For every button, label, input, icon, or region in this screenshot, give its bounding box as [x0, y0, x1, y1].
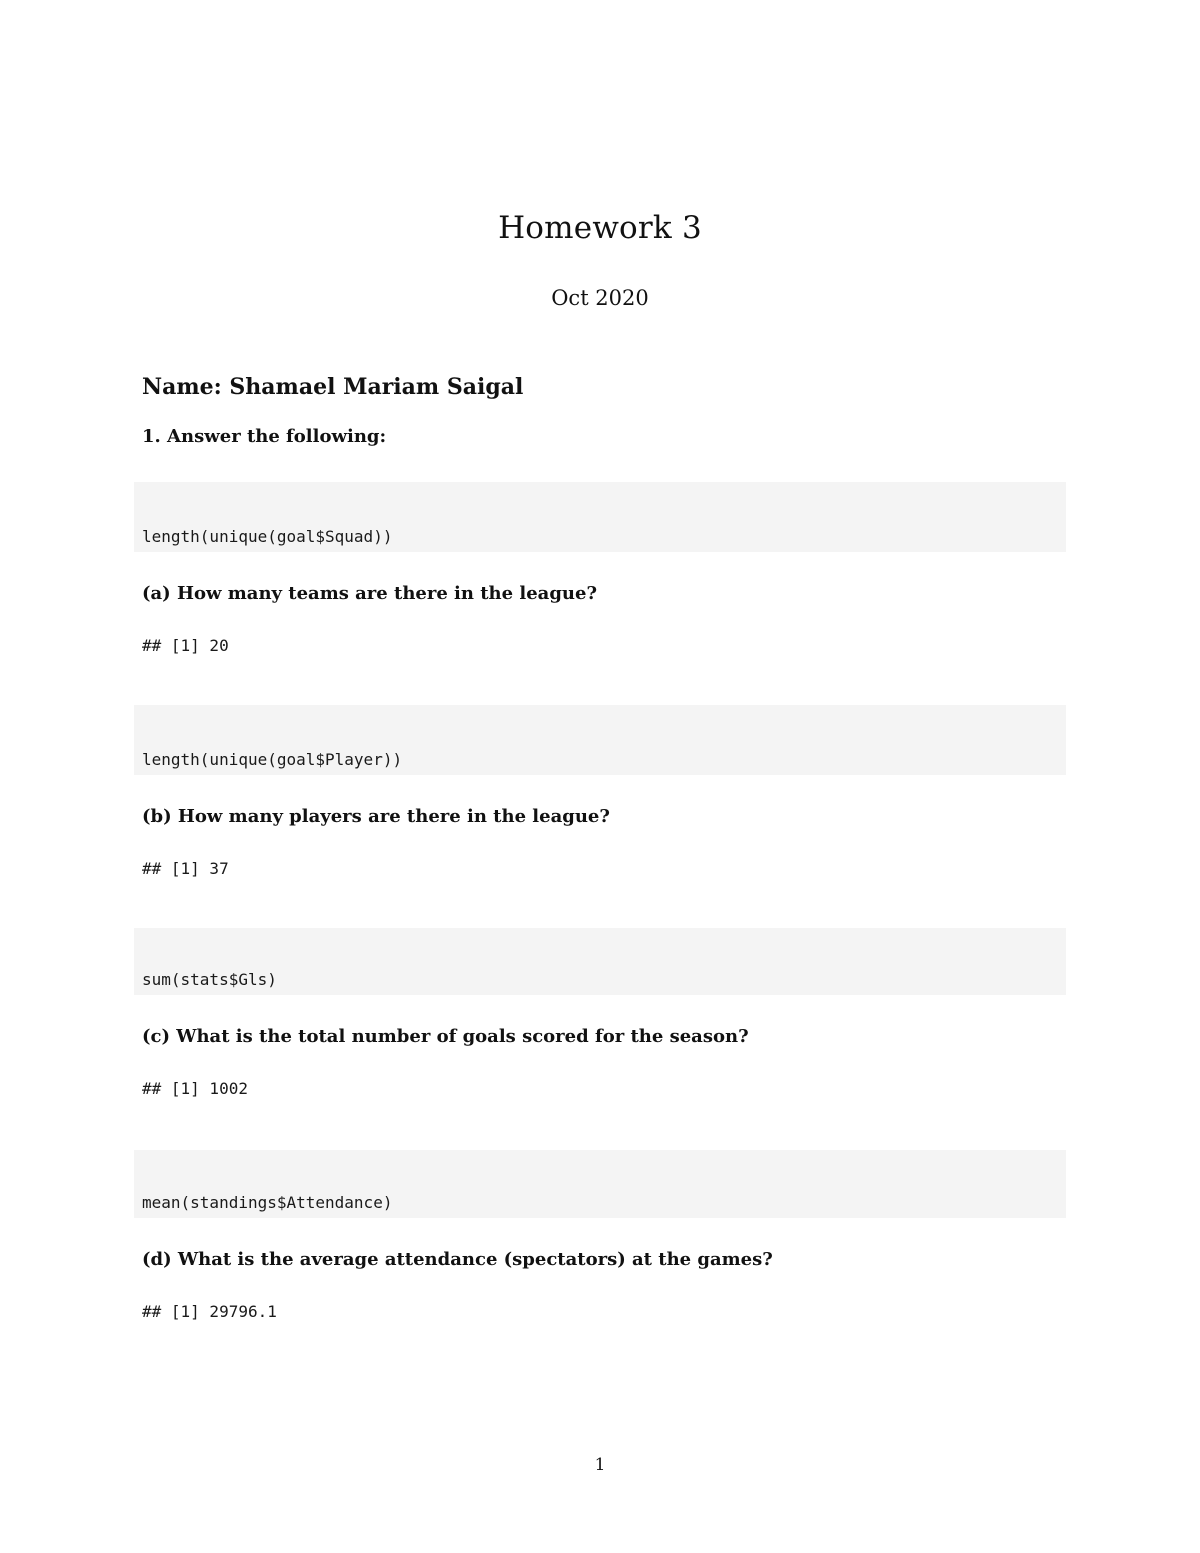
question-b: (b) How many players are there in the league? — [142, 806, 610, 827]
question-a: (a) How many teams are there in the league? — [142, 583, 597, 604]
code-block — [134, 482, 1066, 552]
author-name-heading: Name: Shamael Mariam Saigal — [142, 374, 524, 400]
question-d: (d) What is the average attendance (spectators) at the games? — [142, 1249, 773, 1270]
document-date: Oct 2020 — [551, 286, 649, 310]
code-line: length(unique(goal$Squad)) — [142, 527, 393, 546]
code-block — [134, 928, 1066, 995]
code-block — [134, 1150, 1066, 1218]
page-number: 1 — [594, 1455, 606, 1475]
document-title: Homework 3 — [498, 210, 702, 246]
code-line: mean(standings$Attendance) — [142, 1193, 393, 1212]
code-line: sum(stats$Gls) — [142, 970, 277, 989]
output-a: ## [1] 20 — [142, 636, 229, 655]
question-c: (c) What is the total number of goals scored for the season? — [142, 1026, 749, 1047]
output-d: ## [1] 29796.1 — [142, 1302, 277, 1321]
code-block — [134, 705, 1066, 775]
output-c: ## [1] 1002 — [142, 1079, 248, 1098]
output-b: ## [1] 37 — [142, 859, 229, 878]
section-heading: 1. Answer the following: — [142, 426, 387, 447]
code-line: length(unique(goal$Player)) — [142, 750, 403, 769]
